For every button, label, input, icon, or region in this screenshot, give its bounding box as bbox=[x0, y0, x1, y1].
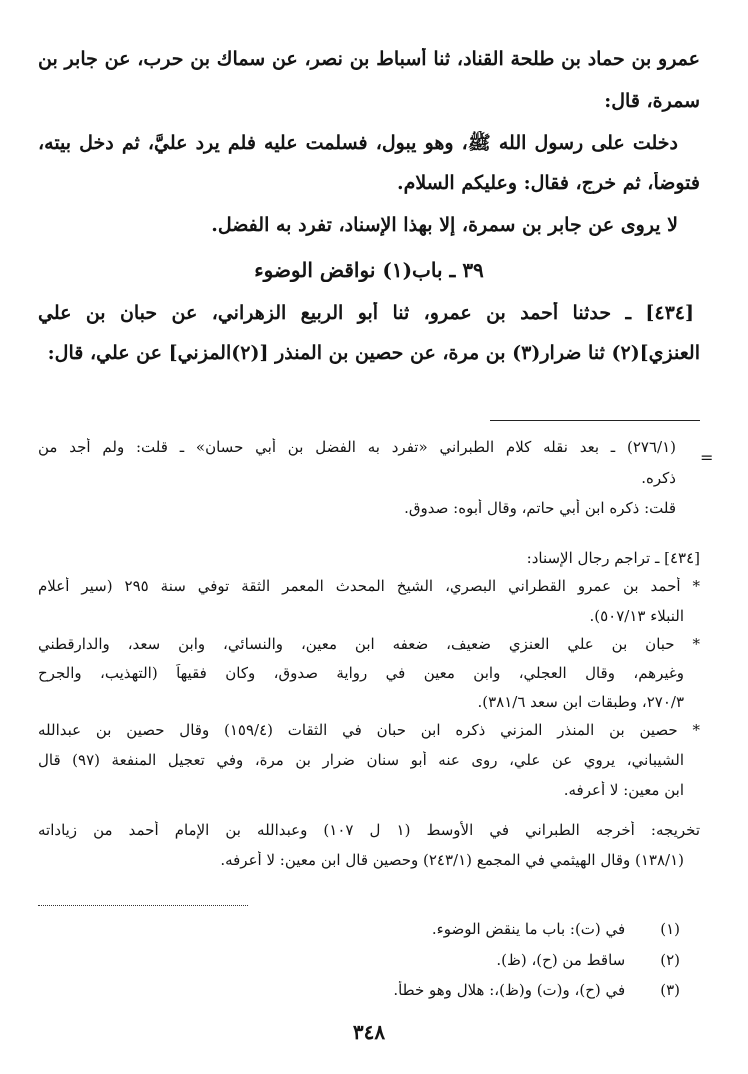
note-line: ابن معين: لا أعرفه. bbox=[563, 781, 684, 799]
note-line: ٢٧٠/٣، وطبقات ابن سعد ٣٨١/٦). bbox=[477, 693, 684, 711]
note-line: * حبان بن علي العنزي ضعيف، ضعفه ابن معين، والنسائي، وابن سعد، والدارقطني bbox=[38, 635, 700, 653]
main-line: دخلت على رسول الله ﷺ، وهو يبول، فسلمت عليه فلم يرد عليَّ، ثم دخل بيته، bbox=[38, 132, 678, 154]
footnote-text: في (ت): باب ما ينقض الوضوء. bbox=[431, 920, 626, 938]
note-title: [٤٣٤] ـ تراجم رجال الإسناد: bbox=[526, 549, 700, 567]
note-line: (٢٧٦/١) ـ بعد نقله كلام الطبراني «تفرد به الفضل بن أبي حسان» ـ قلت: ولم أجد من bbox=[38, 438, 676, 456]
footnote-separator bbox=[38, 905, 248, 907]
takhrij-line: (١٣٨/١) وقال الهيثمي في المجمع (٢٤٣/١) وحصين قال ابن معين: لا أعرفه. bbox=[220, 851, 684, 869]
footnote-item bbox=[38, 951, 680, 969]
note-line: * أحمد بن عمرو القطراني البصري، الشيخ المحدث المعمر الثقة توفي سنة ٢٩٥ (سير أعلام bbox=[38, 577, 700, 595]
note-line: وغيرهم، وقال العجلي، وابن معين في رواية صدوق، وكان فقيهاً (التهذيب، والجرح bbox=[38, 664, 684, 682]
page bbox=[38, 0, 700, 1074]
footnote-text: ساقط من (ح)، (ظ). bbox=[496, 951, 626, 969]
hadith-line: [٤٣٤] ـ حدثنا أحمد بن عمرو، ثنا أبو الربيع الزهراني، عن حبان بن علي bbox=[38, 302, 694, 324]
page-number: ٣٤٨ bbox=[352, 1020, 386, 1044]
note-line: * حصين بن المنذر المزني ذكره ابن حبان في الثقات (١٥٩/٤) وقال حصين بن عبدالله bbox=[38, 721, 700, 739]
separator-rule bbox=[490, 420, 700, 421]
main-line: عمرو بن حماد بن طلحة القناد، ثنا أسباط بن نصر، عن سماك بن حرب، عن جابر بن bbox=[38, 48, 700, 70]
footnote-item bbox=[38, 920, 680, 938]
margin-mark: = bbox=[700, 448, 714, 467]
footnote-number: (١) bbox=[660, 920, 680, 938]
note-line: قلت: ذكره ابن أبي حاتم، وقال أبوه: صدوق. bbox=[404, 499, 676, 517]
footnote-number: (٣) bbox=[660, 981, 680, 999]
note-line: النبلاء ٥٠٧/١٣). bbox=[589, 607, 684, 625]
main-line: سمرة، قال: bbox=[604, 90, 700, 112]
takhrij-line: تخريجه: أخرجه الطبراني في الأوسط (١ ل ١٠٧) وعبدالله بن الإمام أحمد من زياداته bbox=[38, 821, 700, 839]
main-line: فتوضأ، ثم خرج، فقال: وعليكم السلام. bbox=[396, 172, 700, 194]
main-line: لا يروى عن جابر بن سمرة، إلا بهذا الإسناد، تفرد به الفضل. bbox=[211, 214, 678, 236]
note-line: الشيباني، يروي عن علي، روى عنه أبو سنان ضرار بن مرة، وفي تعجيل المنفعة (٩٧) قال bbox=[38, 751, 684, 769]
hadith-line: العنزي](٢) ثنا ضرار(٣) بن مرة، عن حصين بن المنذر [(٢)المزني] عن علي، قال: bbox=[47, 342, 700, 364]
footnote-text: في (ح)، و(ت) و(ظ)،: هلال وهو خطأ. bbox=[393, 981, 626, 999]
chapter-heading: ٣٩ ـ باب(١) نواقض الوضوء bbox=[254, 258, 484, 282]
footnote-item bbox=[38, 981, 680, 999]
footnote-number: (٢) bbox=[660, 951, 680, 969]
note-line: ذكره. bbox=[641, 469, 676, 487]
